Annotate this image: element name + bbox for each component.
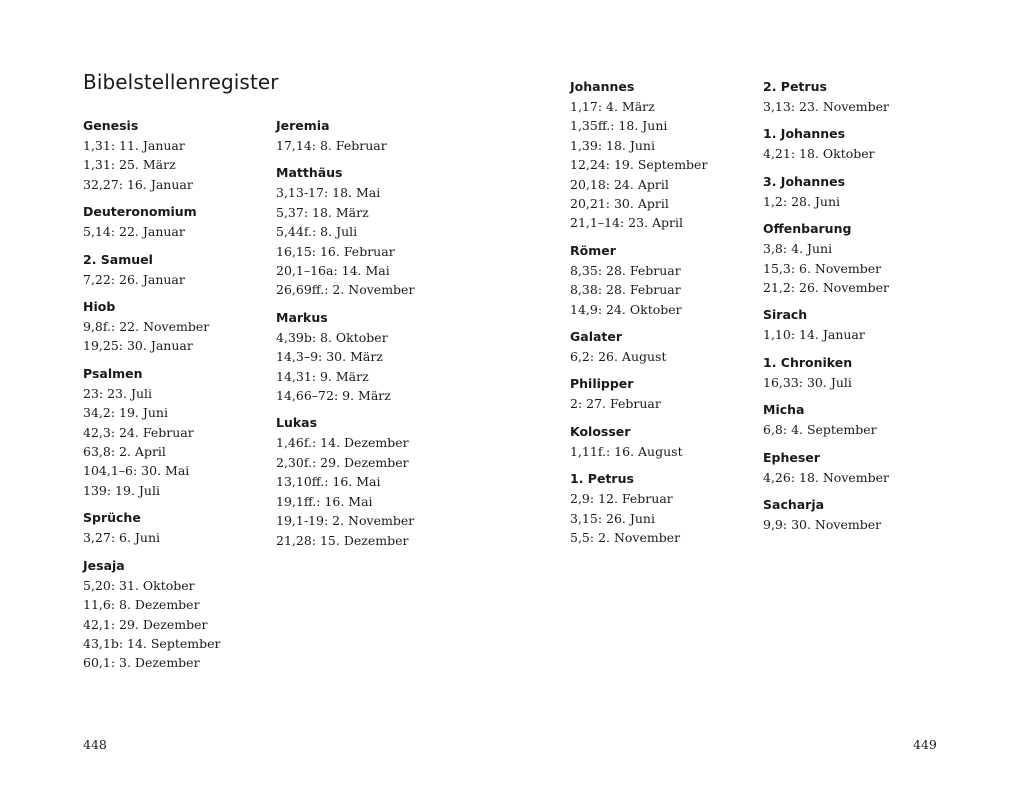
verse-reference: 42,1: 29. Dezember — [83, 616, 208, 632]
verse-reference: 5,5: 2. November — [570, 530, 681, 546]
verse-reference: 2,30f.: 29. Dezember — [276, 454, 409, 470]
verse-reference: 20,1–16a: 14. Mai — [276, 263, 390, 279]
verse-reference: 8,35: 28. Februar — [570, 262, 681, 278]
verse-reference: 16,33: 30. Juli — [763, 374, 852, 390]
verse-reference: 4,39b: 8. Oktober — [276, 329, 388, 345]
verse-reference: 21,2: 26. November — [763, 280, 890, 296]
verse-reference: 5,44f.: 8. Juli — [276, 224, 358, 240]
page-number-left: 448 — [83, 737, 107, 752]
verse-reference: 21,1–14: 23. April — [570, 215, 684, 231]
verse-reference: 21,28: 15. Dezember — [276, 532, 409, 548]
verse-reference: 3,13: 23. November — [763, 99, 890, 114]
book-group — [83, 298, 268, 356]
verse-reference: 3,27: 6. Juni — [83, 530, 161, 546]
verse-reference: 9,9: 30. November — [763, 517, 882, 533]
verse-reference: 14,66–72: 9. März — [276, 388, 391, 404]
verse-reference: 1,31: 25. März — [83, 157, 176, 173]
verse-reference: 16,15: 16. Februar — [276, 243, 395, 259]
verse-reference: 104,1–6: 30. Mai — [83, 463, 190, 479]
book-name: Römer — [570, 242, 616, 258]
book-name: Offenbarung — [763, 221, 852, 237]
book-group — [276, 164, 461, 299]
book-name: Genesis — [83, 118, 139, 133]
verse-reference: 13,10ff.: 16. Mai — [276, 474, 381, 490]
verse-reference: 1,17: 4. März — [570, 99, 655, 114]
book-name: Micha — [763, 402, 805, 418]
book-name: Hiob — [83, 299, 116, 315]
book-group — [276, 309, 461, 406]
book-group — [763, 125, 948, 163]
verse-reference: 9,8f.: 22. November — [83, 319, 210, 335]
book-name: Matthäus — [276, 165, 343, 181]
book-group — [763, 449, 948, 487]
book-name: Philipper — [570, 376, 634, 392]
book-name: 1. Johannes — [763, 126, 846, 142]
book-group — [83, 509, 268, 547]
book-group — [763, 220, 948, 297]
verse-reference: 14,9: 24. Oktober — [570, 301, 682, 317]
verse-reference: 14,31: 9. März — [276, 368, 369, 384]
verse-reference: 3,15: 26. Juni — [570, 510, 655, 526]
verse-reference: 1,39: 18. Juni — [570, 137, 655, 153]
verse-reference: 3,13-17: 18. Mai — [276, 185, 381, 201]
verse-reference: 23: 23. Juli — [83, 385, 153, 401]
book-group — [763, 306, 948, 344]
verse-reference: 7,22: 26. Januar — [83, 271, 185, 287]
book-name: Sacharja — [763, 497, 825, 513]
book-name: 1. Petrus — [570, 471, 634, 487]
book-name: Epheser — [763, 449, 820, 465]
verse-reference: 1,2: 28. Juni — [763, 193, 841, 209]
verse-reference: 17,14: 8. Februar — [276, 138, 387, 153]
verse-reference: 4,26: 18. November — [763, 469, 890, 485]
verse-reference: 19,25: 30. Januar — [83, 338, 193, 354]
verse-reference: 60,1: 3. Dezember — [83, 655, 200, 671]
book-name: 3. Johannes — [763, 173, 846, 189]
book-group — [763, 401, 948, 439]
book-name: Sirach — [763, 307, 808, 323]
verse-reference: 1,35ff.: 18. Juni — [570, 118, 668, 134]
verse-reference: 5,37: 18. März — [276, 204, 369, 220]
book-group — [570, 242, 755, 319]
book-group — [83, 365, 268, 500]
book-group — [83, 117, 268, 194]
book-group — [763, 496, 948, 534]
verse-reference: 139: 19. Juli — [83, 482, 160, 498]
verse-reference: 34,2: 19. Juni — [83, 405, 168, 421]
book-name: Jeremia — [276, 118, 330, 133]
book-name: 2. Petrus — [763, 79, 827, 94]
verse-reference: 5,14: 22. Januar — [83, 224, 185, 240]
book-group — [763, 78, 948, 116]
book-group — [83, 203, 268, 241]
book-name: 1. Chroniken — [763, 354, 853, 370]
book-group — [83, 251, 268, 289]
verse-reference: 1,10: 14. Januar — [763, 327, 865, 343]
verse-reference: 14,3–9: 30. März — [276, 349, 383, 365]
book-group — [570, 375, 755, 413]
book-group — [570, 470, 755, 547]
book-group — [570, 78, 755, 233]
page-title: Bibelstellenregister — [83, 70, 279, 94]
book-name: Johannes — [570, 79, 635, 94]
verse-reference: 32,27: 16. Januar — [83, 176, 193, 192]
book-name: Deuteronomium — [83, 204, 197, 220]
book-name: Galater — [570, 329, 623, 345]
book-name: Lukas — [276, 415, 318, 431]
verse-reference: 11,6: 8. Dezember — [83, 597, 200, 613]
verse-reference: 19,1-19: 2. November — [276, 513, 415, 529]
book-group — [276, 414, 461, 549]
book-name: Sprüche — [83, 510, 141, 526]
index-column-1 — [83, 117, 268, 682]
book-group — [276, 117, 461, 155]
book-name: 2. Samuel — [83, 251, 153, 267]
verse-reference: 2: 27. Februar — [570, 396, 661, 412]
index-column-2 — [276, 117, 461, 559]
book-name: Psalmen — [83, 365, 143, 381]
book-name: Jesaja — [83, 557, 125, 573]
book-group — [570, 328, 755, 366]
verse-reference: 4,21: 18. Oktober — [763, 146, 875, 162]
page-number-right: 449 — [913, 737, 937, 752]
book-group — [763, 354, 948, 392]
book-name: Markus — [276, 309, 328, 325]
verse-reference: 1,11f.: 16. August — [570, 443, 683, 459]
verse-reference: 5,20: 31. Oktober — [83, 577, 195, 593]
verse-reference: 15,3: 6. November — [763, 260, 882, 276]
verse-reference: 43,1b: 14. September — [83, 635, 221, 651]
verse-reference: 20,18: 24. April — [570, 176, 669, 192]
verse-reference: 8,38: 28. Februar — [570, 282, 681, 298]
verse-reference: 2,9: 12. Februar — [570, 491, 673, 507]
index-column-4 — [763, 78, 948, 543]
book-name: Kolosser — [570, 423, 631, 439]
verse-reference: 6,8: 4. September — [763, 422, 877, 438]
verse-reference: 20,21: 30. April — [570, 196, 669, 212]
verse-reference: 1,31: 11. Januar — [83, 138, 185, 153]
verse-reference: 1,46f.: 14. Dezember — [276, 435, 409, 451]
verse-reference: 12,24: 19. September — [570, 157, 708, 173]
book-group — [570, 423, 755, 461]
book-group — [83, 557, 268, 673]
verse-reference: 3,8: 4. Juni — [763, 241, 833, 257]
verse-reference: 19,1ff.: 16. Mai — [276, 493, 373, 509]
verse-reference: 6,2: 26. August — [570, 349, 667, 365]
index-column-3 — [570, 78, 755, 557]
verse-reference: 26,69ff.: 2. November — [276, 282, 415, 298]
verse-reference: 63,8: 2. April — [83, 444, 166, 460]
book-group — [763, 173, 948, 211]
verse-reference: 42,3: 24. Februar — [83, 424, 194, 440]
